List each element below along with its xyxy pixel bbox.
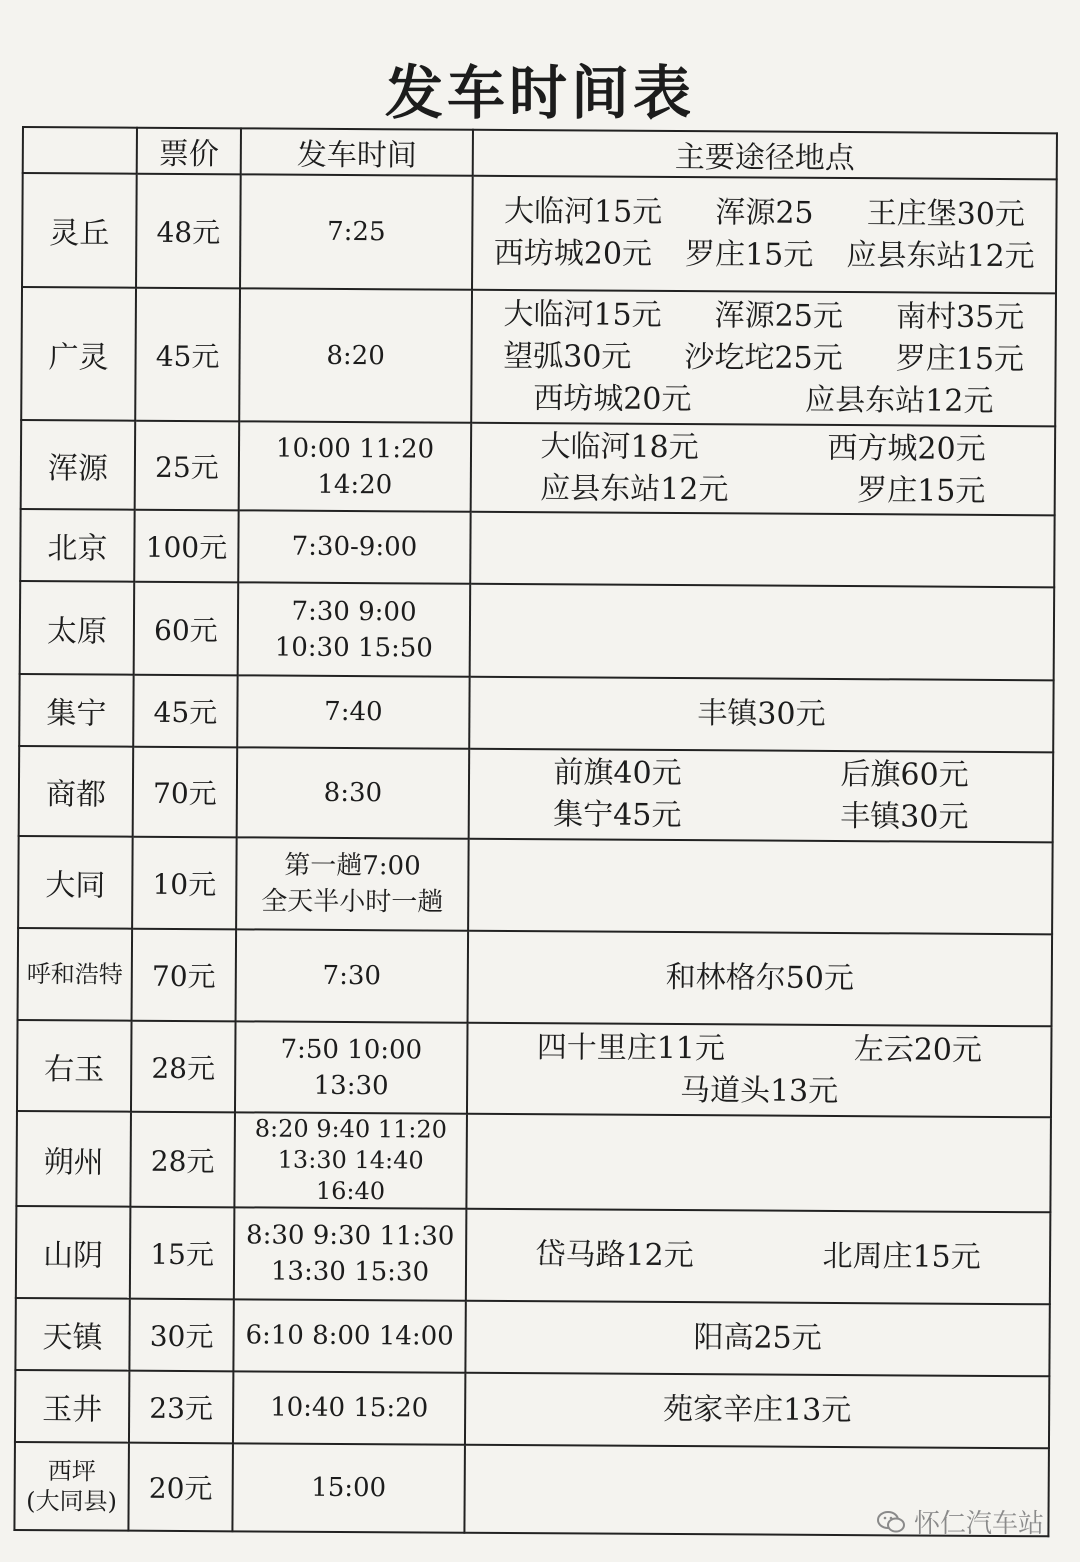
route-stop: 西方城20元 bbox=[827, 430, 986, 467]
route-cell bbox=[470, 584, 1055, 681]
header-row bbox=[23, 127, 1057, 179]
route-stop: 王庄堡30元 bbox=[866, 196, 1025, 233]
destination-cell: 天镇 bbox=[15, 1298, 129, 1371]
route-cell bbox=[471, 423, 1056, 516]
route-line bbox=[477, 293, 1051, 339]
departure-time-cell bbox=[235, 1021, 468, 1113]
table-row bbox=[19, 674, 1053, 752]
watermark-text: 怀仁汽车站 bbox=[913, 1509, 1044, 1539]
table-row bbox=[19, 746, 1054, 842]
route-stop: 四十里庄11元 bbox=[536, 1029, 726, 1066]
destination-cell: 北京 bbox=[20, 509, 134, 582]
price-cell: 28元 bbox=[131, 1021, 236, 1113]
table-row bbox=[20, 581, 1055, 680]
table-row bbox=[22, 173, 1057, 293]
departure-time-line: 7:25 bbox=[327, 216, 386, 248]
departure-time-line: 8:30 bbox=[323, 777, 383, 809]
table-row bbox=[15, 1298, 1049, 1376]
route-line bbox=[472, 1026, 1046, 1072]
route-cell bbox=[465, 1373, 1049, 1449]
departure-time-line: 16:40 bbox=[315, 1176, 386, 1206]
price-cell: 10元 bbox=[132, 837, 237, 930]
departure-time-cell bbox=[233, 1371, 465, 1444]
table-row bbox=[17, 1020, 1052, 1117]
route-stop: 大临河15元 bbox=[503, 193, 663, 230]
departure-time-cell bbox=[233, 1299, 465, 1372]
price-cell: 45元 bbox=[135, 288, 240, 422]
route-stop: 浑源25 bbox=[715, 195, 814, 231]
departure-time-line: 7:40 bbox=[324, 696, 383, 728]
table-row bbox=[21, 287, 1056, 426]
header-price: 票价 bbox=[137, 128, 241, 175]
departure-time-cell bbox=[238, 510, 470, 583]
route-stop: 罗庄15元 bbox=[857, 472, 986, 509]
route-stop: 应县东站12元 bbox=[846, 238, 1035, 275]
destination-cell: 山阴 bbox=[16, 1206, 131, 1299]
route-line bbox=[474, 794, 1048, 840]
route-cell bbox=[469, 677, 1053, 753]
departure-time-line: 8:20 9:40 11:20 bbox=[254, 1114, 448, 1144]
destination-cell: 商都 bbox=[19, 746, 134, 837]
destination-line: (大同县) bbox=[26, 1487, 118, 1516]
route-stop: 和林格尔50元 bbox=[665, 959, 855, 997]
destination-cell: 朔州 bbox=[16, 1111, 131, 1207]
destination-cell: 浑源 bbox=[21, 420, 136, 510]
route-line bbox=[474, 752, 1048, 798]
departure-time-cell bbox=[239, 421, 472, 511]
route-cell bbox=[469, 749, 1054, 843]
departure-time-line: 13:30 bbox=[313, 1070, 389, 1101]
route-line bbox=[472, 1068, 1046, 1114]
route-stop: 应县东站12元 bbox=[805, 382, 994, 419]
price-cell: 15元 bbox=[130, 1207, 235, 1300]
price-cell: 70元 bbox=[132, 929, 237, 1022]
departure-time-line: 8:20 bbox=[326, 340, 385, 371]
price-cell: 100元 bbox=[134, 510, 238, 583]
destination-cell: 右玉 bbox=[17, 1020, 132, 1112]
price-cell: 45元 bbox=[133, 675, 237, 748]
price-cell: 23元 bbox=[129, 1371, 233, 1444]
route-line bbox=[476, 467, 1050, 513]
departure-time-line: 第一趟7:00 bbox=[284, 850, 421, 882]
departure-time-cell bbox=[237, 675, 469, 748]
route-stop: 南村35元 bbox=[895, 298, 1025, 335]
schedule-table bbox=[13, 126, 1058, 1537]
departure-time-line: 13:30 14:40 bbox=[277, 1145, 424, 1175]
departure-time-line: 8:30 9:30 11:30 bbox=[246, 1220, 455, 1252]
table-row bbox=[21, 420, 1056, 515]
destination-cell: 广灵 bbox=[21, 287, 136, 421]
route-cell bbox=[472, 176, 1057, 294]
departure-time-line: 15:00 bbox=[311, 1472, 387, 1504]
departure-time-cell bbox=[234, 1112, 467, 1208]
route-stop: 丰镇30元 bbox=[697, 696, 826, 732]
destination-cell: 呼和浩特 bbox=[18, 928, 133, 1021]
price-cell: 28元 bbox=[130, 1112, 235, 1208]
table-row bbox=[18, 928, 1053, 1026]
departure-time-cell bbox=[234, 1207, 467, 1300]
route-cell bbox=[468, 839, 1053, 935]
route-cell bbox=[466, 1114, 1051, 1213]
route-cell bbox=[471, 290, 1056, 427]
route-line bbox=[476, 377, 1050, 423]
price-cell: 30元 bbox=[129, 1299, 233, 1372]
page-title: 发车时间表 bbox=[384, 59, 695, 127]
route-stop: 沙圪坨25元 bbox=[684, 339, 843, 376]
route-stop: 罗庄15元 bbox=[895, 340, 1025, 377]
destination-cell: 大同 bbox=[18, 836, 133, 929]
route-stop: 岱马路12元 bbox=[535, 1237, 694, 1274]
departure-time-line: 14:20 bbox=[317, 469, 393, 500]
price-cell: 25元 bbox=[135, 421, 240, 511]
departure-time-line: 7:30 bbox=[322, 960, 382, 992]
route-line bbox=[477, 233, 1051, 279]
price-cell: 60元 bbox=[134, 582, 239, 676]
table-row bbox=[16, 1111, 1051, 1212]
departure-time-line: 全天半小时一趟 bbox=[261, 886, 444, 918]
departure-time-cell bbox=[240, 174, 473, 289]
route-line bbox=[470, 1316, 1044, 1362]
departure-time-line: 7:50 10:00 bbox=[280, 1034, 423, 1065]
route-stop: 前旗40元 bbox=[553, 755, 682, 792]
destination-cell: 太原 bbox=[20, 581, 135, 675]
header-departure-time: 发车时间 bbox=[241, 128, 473, 175]
departure-time-line: 10:30 15:50 bbox=[274, 632, 433, 664]
route-line bbox=[473, 956, 1047, 1002]
route-stop: 大临河15元 bbox=[503, 296, 662, 333]
departure-time-cell bbox=[236, 837, 469, 930]
route-stop: 西坊城20元 bbox=[493, 235, 653, 272]
route-stop: 望弧30元 bbox=[503, 338, 632, 375]
route-cell bbox=[466, 1209, 1051, 1305]
route-stop: 罗庄15元 bbox=[685, 237, 814, 273]
price-cell: 20元 bbox=[128, 1443, 233, 1532]
route-stop: 马道头13元 bbox=[679, 1072, 839, 1109]
route-stop: 阳高25元 bbox=[693, 1320, 822, 1356]
route-cell bbox=[465, 1301, 1049, 1377]
route-line bbox=[476, 335, 1050, 381]
table-row bbox=[20, 509, 1054, 587]
departure-time-cell bbox=[236, 929, 469, 1022]
route-stop: 苑家辛庄13元 bbox=[662, 1391, 852, 1429]
destination-line: 西坪 bbox=[47, 1457, 96, 1486]
route-stop: 集宁45元 bbox=[553, 797, 682, 834]
departure-time-line: 6:10 8:00 14:00 bbox=[245, 1320, 454, 1352]
wechat-icon bbox=[876, 1510, 906, 1534]
departure-time-line: 10:00 11:20 bbox=[275, 433, 435, 465]
route-cell bbox=[470, 512, 1054, 588]
route-stop: 北周庄15元 bbox=[822, 1238, 981, 1275]
route-stop: 大临河18元 bbox=[540, 428, 699, 465]
table-row bbox=[16, 1206, 1051, 1304]
route-line bbox=[471, 1234, 1045, 1280]
destination-cell: 玉井 bbox=[15, 1370, 129, 1443]
route-line bbox=[474, 692, 1048, 738]
schedule-body bbox=[14, 173, 1056, 1536]
departure-time-cell bbox=[239, 288, 472, 422]
table-row bbox=[15, 1370, 1049, 1448]
departure-time-line: 10:40 15:20 bbox=[270, 1392, 429, 1424]
departure-time-cell bbox=[237, 747, 470, 838]
departure-time-line: 13:30 15:30 bbox=[270, 1256, 430, 1288]
header-blank bbox=[23, 127, 137, 174]
price-cell: 70元 bbox=[133, 747, 238, 838]
header-route: 主要途径地点 bbox=[473, 130, 1057, 180]
route-stop: 西坊城20元 bbox=[533, 380, 692, 417]
price-cell: 48元 bbox=[136, 174, 241, 289]
route-line bbox=[477, 191, 1051, 237]
route-cell bbox=[467, 1023, 1052, 1118]
route-stop: 左云20元 bbox=[853, 1031, 983, 1068]
route-stop: 浑源25元 bbox=[714, 297, 844, 334]
watermark bbox=[876, 1503, 1044, 1540]
route-stop: 丰镇30元 bbox=[840, 799, 969, 835]
route-stop: 后旗60元 bbox=[840, 757, 969, 793]
destination-cell: 灵丘 bbox=[22, 173, 137, 288]
route-line bbox=[470, 1388, 1044, 1434]
departure-time-cell bbox=[238, 582, 471, 676]
departure-time-line: 7:30-9:00 bbox=[291, 531, 418, 563]
departure-time-line: 7:30 9:00 bbox=[291, 596, 417, 627]
departure-time-cell bbox=[232, 1443, 465, 1532]
route-line bbox=[476, 425, 1050, 471]
route-cell bbox=[468, 931, 1053, 1027]
table-row bbox=[18, 836, 1053, 934]
route-stop: 应县东站12元 bbox=[540, 470, 729, 507]
destination-cell bbox=[14, 1442, 129, 1531]
destination-cell: 集宁 bbox=[19, 674, 133, 747]
